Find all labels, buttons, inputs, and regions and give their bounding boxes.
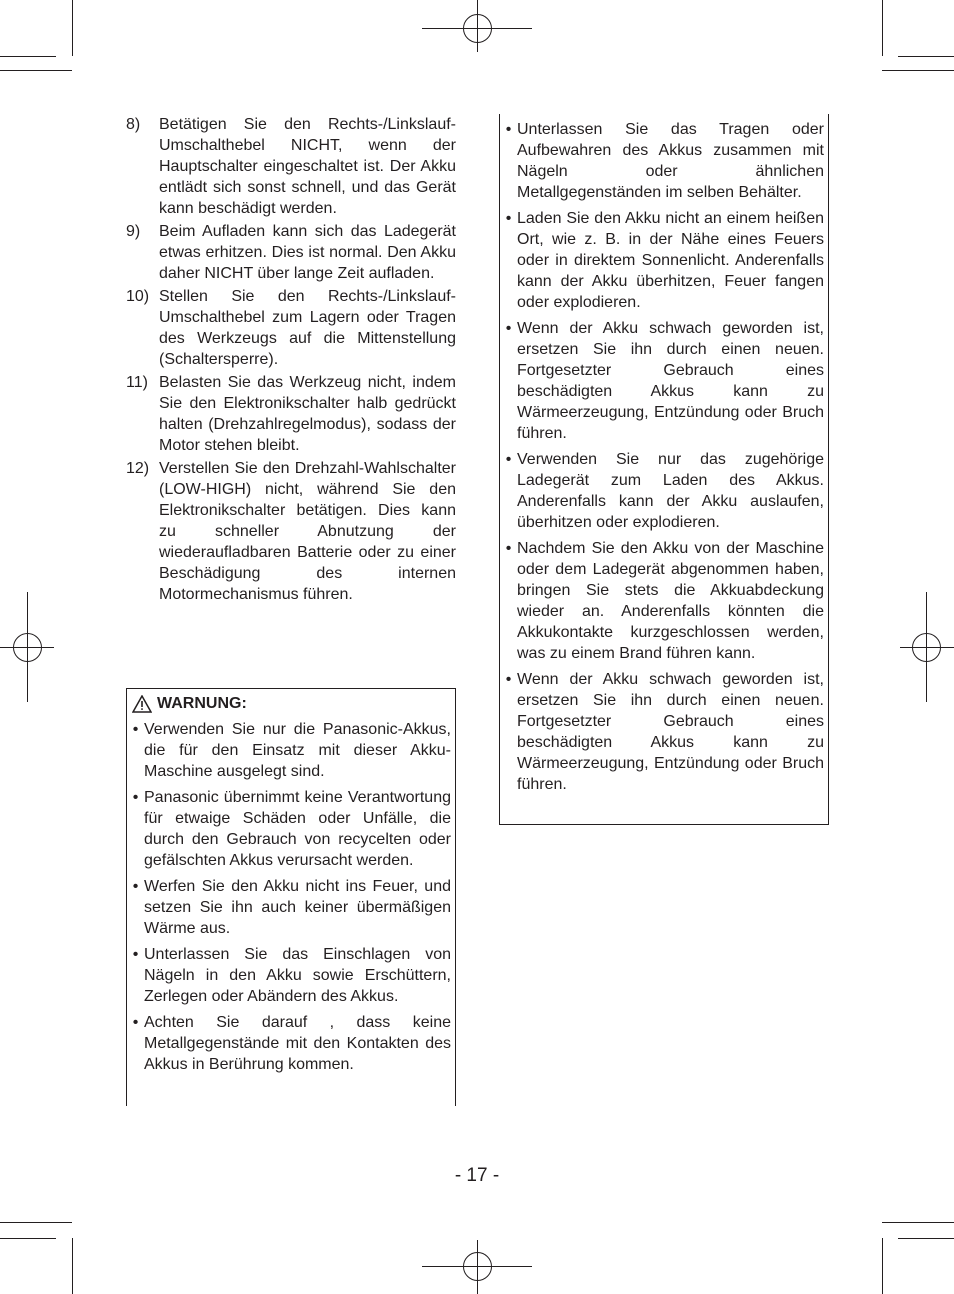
bullet-text: Wenn der Akku schwach geworden ist, ersetzen Sie ihn durch einen neuen. Fortgesetzter Gebrauch eines beschädigten Akkus kann zu Wärmeerzeugung, Entzündung oder Bruch führen.	[517, 671, 824, 793]
warning-bullet	[500, 669, 828, 795]
page-number: - 17 -	[454, 1165, 500, 1186]
warning-bullet	[500, 318, 828, 444]
warning-bullet	[500, 119, 828, 203]
warning-heading	[132, 693, 455, 715]
warning-bullet	[127, 1012, 455, 1075]
item-number: 8)	[126, 116, 141, 133]
warning-title: WARNUNG:	[157, 695, 247, 712]
item-number: 10)	[126, 288, 150, 305]
bullet-text: Wenn der Akku schwach geworden ist, ersetzen Sie ihn durch einen neuen. Fortgesetzter Gebrauch eines beschädigten Akkus kann zu Wärmeerzeugung, Entzündung oder Bruch führen.	[517, 320, 824, 442]
bullet-icon: •	[132, 878, 139, 895]
item-text: Betätigen Sie den Rechts-/Linkslauf-Umschalthebel NICHT, wenn der Hauptschalter eingeschaltet ist. Der Akku entlädt sich sonst schnell, und das Gerät kann beschädigt werden.	[159, 116, 456, 217]
list-item	[126, 372, 456, 456]
bullet-icon: •	[505, 210, 512, 227]
warning-bullet	[127, 787, 455, 871]
bullet-text: Werfen Sie den Akku nicht ins Feuer, und setzen Sie ihn auch keiner übermäßigen Wärme aus.	[144, 878, 451, 937]
bullet-icon: •	[132, 721, 139, 738]
bullet-text: Verwenden Sie nur das zugehörige Ladegerät zum Laden des Akkus. Anderenfalls kann der Akku auslaufen, überhitzen oder explodieren.	[517, 451, 824, 531]
bullet-text: Nachdem Sie den Akku von der Maschine oder dem Ladegerät abgenommen haben, bringen Sie stets die Akkuabdeckung wieder an. Anderenfalls könnten die Akkukontakte kurzgeschlossen werden, was zu einem Brand führen kann.	[517, 540, 824, 662]
list-item	[126, 458, 456, 605]
warning-bullet	[500, 208, 828, 313]
bullet-icon: •	[505, 451, 512, 468]
item-number: 9)	[126, 223, 141, 240]
bullet-text: Unterlassen Sie das Einschlagen von Nägeln in den Akku sowie Erschüttern, Zerlegen oder Abändern des Akkus.	[144, 946, 451, 1005]
warning-box-continued	[499, 114, 829, 825]
warning-bullet	[127, 944, 455, 1007]
item-text: Belasten Sie das Werkzeug nicht, indem Sie den Elektronikschalter halb gedrückt halten (Drehzahlregelmodus), sodass der Motor stehen bleibt.	[159, 374, 456, 454]
bullet-icon: •	[505, 540, 512, 557]
bullet-text: Panasonic übernimmt keine Verantwortung für etwaige Schäden oder Unfälle, die durch den Gebrauch von recycelten oder gefälschten Akkus verursacht werden.	[144, 789, 451, 869]
warning-bullet	[127, 876, 455, 939]
item-number: 11)	[126, 374, 148, 391]
warning-bullet	[127, 719, 455, 782]
numbered-instructions	[126, 114, 456, 607]
list-item	[126, 286, 456, 370]
bullet-icon: •	[132, 789, 139, 806]
item-number: 12)	[126, 460, 150, 477]
warning-bullet	[500, 538, 828, 664]
warning-triangle-icon	[132, 695, 152, 713]
warning-box	[126, 688, 456, 1106]
item-text: Beim Aufladen kann sich das Ladegerät etwas erhitzen. Dies ist normal. Den Akku daher NICHT über lange Zeit aufladen.	[159, 223, 456, 282]
item-text: Verstellen Sie den Drehzahl-Wahlschalter (LOW-HIGH) nicht, während Sie den Elektronikschalter betätigen. Dies kann zu schneller Abnutzung der wiederaufladbaren Batterie oder zu einer Beschädigung des internen Motormechanismus führen.	[159, 460, 456, 603]
bullet-text: Verwenden Sie nur die Panasonic-Akkus, die für den Einsatz mit dieser Akku-Maschine ausgelegt sind.	[144, 721, 451, 780]
bullet-text: Laden Sie den Akku nicht an einem heißen Ort, wie z. B. in der Nähe eines Feuers oder in direktem Sonnenlicht. Anderenfalls kann der Akku überhitzen, Feuer fangen oder explodieren.	[517, 210, 824, 311]
bullet-icon: •	[132, 946, 139, 963]
warning-bullet	[500, 449, 828, 533]
bullet-icon: •	[505, 121, 512, 138]
list-item	[126, 114, 456, 219]
list-item	[126, 221, 456, 284]
bullet-text: Achten Sie darauf , dass keine Metallgegenstände mit den Kontakten des Akkus in Berührung kommen.	[144, 1014, 451, 1073]
bullet-text: Unterlassen Sie das Tragen oder Aufbewahren des Akkus zusammen mit Nägeln oder ähnlichen Metallgegenständen im selben Behälter.	[517, 121, 824, 201]
bullet-icon: •	[132, 1014, 139, 1031]
item-text: Stellen Sie den Rechts-/Linkslauf-Umschalthebel zum Lagern oder Tragen des Werkzeugs auf die Mittenstellung (Schaltersperre).	[159, 288, 456, 368]
bullet-icon: •	[505, 671, 512, 688]
bullet-icon: •	[505, 320, 512, 337]
